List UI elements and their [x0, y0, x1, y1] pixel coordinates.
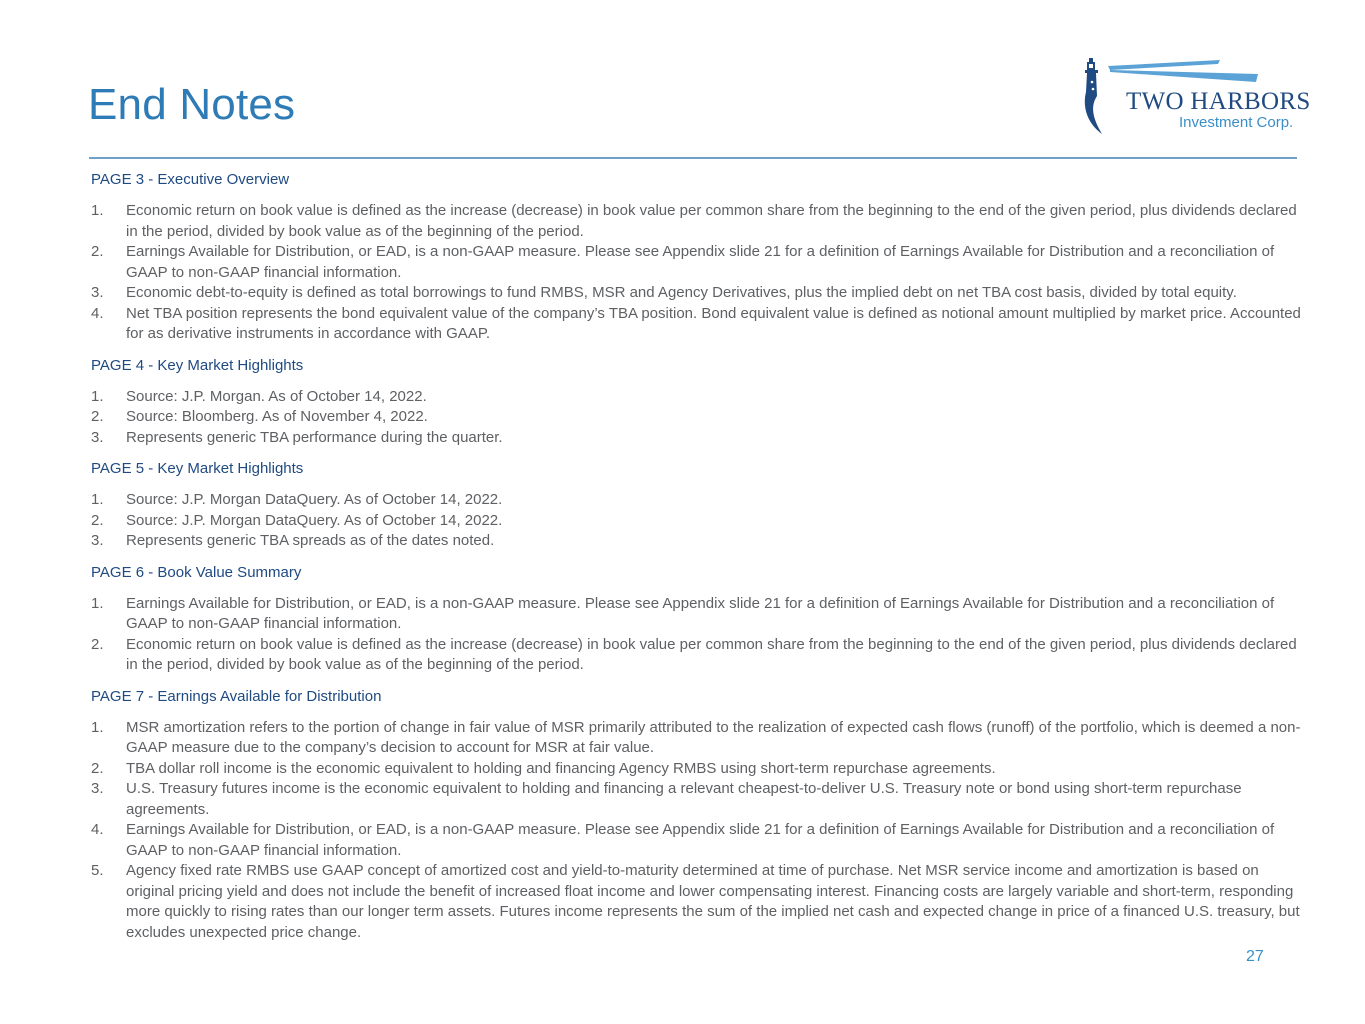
- list-item: 3. Economic debt-to-equity is defined as total borrowings to fund RMBS, MSR and Agency Derivatives, plus the implied debt on net TBA cost basis, divided by total equity.: [91, 284, 1237, 301]
- section-page-5: [91, 459, 1306, 552]
- list-item: 2. Source: J.P. Morgan DataQuery. As of October 14, 2022.: [91, 511, 503, 529]
- section-page-6: [91, 563, 1306, 676]
- section-page-4: [91, 356, 1306, 449]
- note-list: [91, 387, 1306, 449]
- section-heading: PAGE 4 - Key Market Highlights: [91, 356, 304, 374]
- list-item: 4. Earnings Available for Distribution, or EAD, is a non-GAAP measure. Please see Appendix slide 21 for a definition of Earnings Available for Distribution and a reconciliation of GAAP to non-GAAP financial information.: [91, 821, 1275, 859]
- note-list: [91, 201, 1306, 345]
- list-item: 1. Economic return on book value is defined as the increase (decrease) in book value per common share from the beginning to the end of the given period, plus dividends declared in the period, divided by book value as of the beginning of the period.: [91, 202, 1297, 240]
- header-divider: [89, 157, 1297, 159]
- logo-subtitle: Investment Corp.: [1179, 114, 1294, 131]
- section-page-7: [91, 687, 1306, 944]
- section-heading: PAGE 7 - Earnings Available for Distribution: [91, 687, 382, 705]
- logo-wordmark: TWO HARBORS: [1126, 88, 1311, 115]
- end-notes-body: [91, 170, 1306, 954]
- section-page-3: [91, 170, 1306, 345]
- list-item: 1. Source: J.P. Morgan DataQuery. As of October 14, 2022.: [91, 491, 503, 508]
- list-item: 3. U.S. Treasury futures income is the economic equivalent to holding and financing a relevant cheapest-to-deliver U.S. Treasury note or bond using short-term repurchase agreements.: [91, 780, 1242, 818]
- section-heading: PAGE 5 - Key Market Highlights: [91, 460, 304, 477]
- list-item: 3. Represents generic TBA spreads as of the dates noted.: [91, 532, 495, 549]
- list-item: 2. Earnings Available for Distribution, or EAD, is a non-GAAP measure. Please see Appendix slide 21 for a definition of Earnings Available for Distribution and a reconciliation of GAAP to non-GAAP financial information.: [91, 243, 1275, 281]
- section-heading: PAGE 3 - Executive Overview: [91, 171, 290, 188]
- note-list: [91, 718, 1306, 944]
- list-item: 3. Represents generic TBA performance during the quarter.: [91, 428, 503, 446]
- list-item: 4. Net TBA position represents the bond equivalent value of the company’s TBA position. Bond equivalent value is defined as notional amount multiplied by market price. Accounted for as derivative instruments in accordance with GAAP.: [91, 304, 1301, 342]
- list-item: 1. Earnings Available for Distribution, or EAD, is a non-GAAP measure. Please see Appendix slide 21 for a definition of Earnings Available for Distribution and a reconciliation of GAAP to non-GAAP financial information.: [91, 594, 1275, 632]
- list-item: 5. Agency fixed rate RMBS use GAAP concept of amortized cost and yield-to-maturity determined at time of purchase. Net MSR service income and amortization is based on original pricing yield and does not include the benefit of increased float income and lower compensating interest. Financing costs are largely variable and short-term, responding more quickly to rising rates than our longer term assets. Futures income represents the sum of the implied net cash and expected change in price of a financed U.S. treasury, but excludes unexpected price change.: [91, 862, 1300, 941]
- list-item: 2. TBA dollar roll income is the economic equivalent to holding and financing Agency RMBS using short-term repurchase agreements.: [91, 759, 996, 777]
- page-number: 27: [1246, 948, 1264, 965]
- list-item: 2. Source: Bloomberg. As of November 4, 2022.: [91, 408, 428, 425]
- list-item: 2. Economic return on book value is defined as the increase (decrease) in book value per common share from the beginning to the end of the given period, plus dividends declared in the period, divided by book value as of the beginning of the period.: [91, 635, 1297, 673]
- section-heading: PAGE 6 - Book Value Summary: [91, 563, 302, 581]
- page-title: End Notes: [88, 80, 296, 129]
- list-item: 1. Source: J.P. Morgan. As of October 14, 2022.: [91, 387, 427, 405]
- note-list: [91, 594, 1306, 676]
- list-item: 1. MSR amortization refers to the portion of change in fair value of MSR primarily attributed to the realization of expected cash flows (runoff) of the portfolio, which is deemed a non-GAAP measure due to the company’s decision to account for MSR at fair value.: [91, 718, 1301, 756]
- note-list: [91, 490, 1306, 552]
